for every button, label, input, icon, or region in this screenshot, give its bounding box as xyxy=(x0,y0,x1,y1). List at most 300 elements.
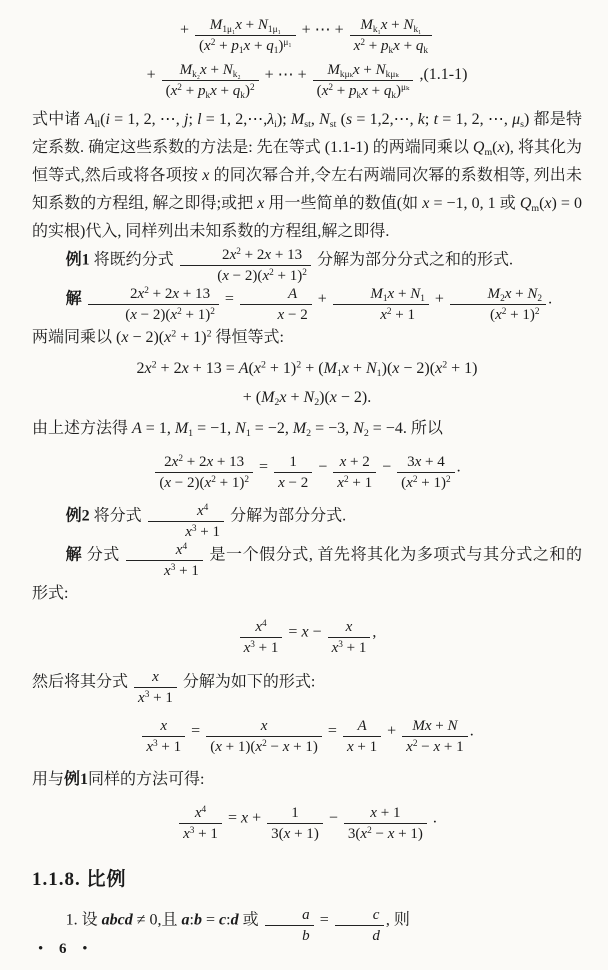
fraction xyxy=(397,453,455,492)
subscript: 1 xyxy=(420,294,425,305)
subscript: 1 xyxy=(273,45,279,56)
fraction xyxy=(333,285,429,324)
fraction-denominator: $x^2 + p_kx + q_k$ xyxy=(350,35,432,55)
math-variable: M xyxy=(261,388,275,406)
math-variable: x xyxy=(175,542,183,559)
proportion-item-1: 1. 设 abcd ≠ 0,且 a:b = c:d 或 $\frac{a}{b}$ = $\frac{c}{d}$ , 则 xyxy=(65,907,410,945)
math-variable: x xyxy=(414,454,422,471)
fraction-numerator xyxy=(134,668,177,687)
math-variable: x xyxy=(337,475,344,492)
math-variable: x xyxy=(282,738,290,755)
fraction-numerator xyxy=(240,618,283,637)
subscript: k₂ xyxy=(232,69,241,80)
math-variable: x xyxy=(181,360,189,378)
math-variable: x xyxy=(257,195,265,213)
emphasized-text: 例1 xyxy=(64,770,89,788)
fraction-numerator xyxy=(148,502,224,521)
emphasized-text: 6 xyxy=(59,940,73,957)
math-variable: x xyxy=(121,329,129,347)
math-variable: x xyxy=(222,268,229,285)
fraction xyxy=(179,804,222,843)
fraction-numerator: $M_{k_1}x + N_{k_1}$ xyxy=(360,17,422,35)
fraction-denominator: $x^2 + 1$ xyxy=(333,304,429,324)
math-variable: N xyxy=(403,17,414,33)
math-variable: M xyxy=(174,420,189,438)
math-variable: x xyxy=(170,83,178,100)
subscript: 1 xyxy=(376,368,382,380)
superscript: 2 xyxy=(302,268,307,279)
superscript: 3 xyxy=(250,640,255,651)
fraction-numerator xyxy=(343,717,381,736)
superscript: 3 xyxy=(191,524,197,535)
superscript: 3 xyxy=(338,640,343,651)
superscript: 2 xyxy=(178,454,183,465)
subscript: 1 xyxy=(336,368,342,380)
fraction-numerator: $2x^2 + 2x + 13$ xyxy=(222,247,303,264)
superscript: 2 xyxy=(260,359,266,371)
fraction xyxy=(126,541,202,580)
fraction-numerator xyxy=(142,717,185,736)
fraction-denominator: $x^2 - x + 1$ xyxy=(402,736,468,756)
fraction-numerator xyxy=(179,804,222,823)
math-variable: x xyxy=(353,38,361,55)
fraction xyxy=(162,61,259,100)
fraction xyxy=(240,285,312,324)
fraction xyxy=(335,906,384,945)
fraction-numerator: x + 1 xyxy=(370,804,401,821)
emphasized-text: d xyxy=(230,911,239,929)
math-variable: x xyxy=(339,454,347,471)
subscript: kμₖ xyxy=(385,69,399,80)
fraction-denominator: $x^3 + 1$ xyxy=(142,736,185,756)
math-variable: N xyxy=(527,286,538,303)
superscript: 2 xyxy=(210,37,216,48)
math-variable: x xyxy=(206,454,214,471)
math-variable: x xyxy=(144,360,152,378)
superscript: 4 xyxy=(203,503,209,514)
fraction-denominator: $(x^2 + 1)^2$ xyxy=(397,472,455,492)
math-variable: x xyxy=(243,38,251,55)
example-2-result-equation: $\frac{x^4}{x^3 + 1}$ = x + $\frac{1}{3(x + 1)}$ − $\frac{x + 1}{3(x^2 - x + 1)}$ . xyxy=(32,804,582,843)
fraction-numerator xyxy=(206,717,322,736)
superscript: 3 xyxy=(152,738,158,749)
fraction-numerator: $2x^2 + 2x + 13$ xyxy=(130,286,211,303)
math-variable: x xyxy=(171,454,179,471)
math-variable: N xyxy=(257,17,268,33)
superscript: 2 xyxy=(211,475,216,486)
fraction xyxy=(450,285,546,324)
math-variable: x xyxy=(152,668,159,685)
math-variable: M xyxy=(209,17,223,33)
math-variable: b xyxy=(302,928,310,945)
fraction-denominator: x + 1 xyxy=(343,736,381,756)
math-variable: a xyxy=(302,907,310,924)
fraction-numerator: 1 xyxy=(291,804,299,821)
superscript: 2 xyxy=(151,359,157,371)
fraction-denominator: $(x^2 + 1)^2$ xyxy=(450,304,546,324)
subscript: m xyxy=(531,203,540,215)
superscript: 2 xyxy=(236,247,241,258)
superscript: 4 xyxy=(261,619,267,630)
subscript: k₂ xyxy=(192,69,201,80)
math-variable: p xyxy=(197,83,206,100)
fraction xyxy=(134,668,177,707)
math-variable: x xyxy=(406,475,413,492)
identity-equation-line-1: $2x^2 + 2x + 13 = A(x^2 + 1)^2 + (M_1x + N_1)(x - 2)(x^2 + 1)$ xyxy=(136,359,478,380)
subscript: 1 xyxy=(245,428,251,440)
fraction xyxy=(402,717,468,756)
fraction-denominator: x − 2 xyxy=(274,472,312,492)
fraction-numerator xyxy=(265,906,314,925)
math-variable: x xyxy=(301,623,309,641)
fraction xyxy=(195,16,296,55)
math-variable: x xyxy=(329,388,337,406)
math-variable: x xyxy=(146,738,153,755)
math-variable: x xyxy=(387,286,395,303)
fraction-denominator: $x^3 + 1$ xyxy=(328,637,371,657)
subscript: k xyxy=(388,45,394,56)
math-variable: x xyxy=(433,738,441,755)
math-variable: x xyxy=(255,738,263,755)
fraction xyxy=(155,453,253,492)
math-variable: A xyxy=(238,360,249,378)
page-content xyxy=(32,16,582,945)
coefficient-method-paragraph: 式中诸 $A_{il}(i = 1$, 2, ⋯, j; l = 1, $2,\cdots,\lambda_i$); $M_{st}$, $N_{st}$ (s = 1,2,⋯, k; t = 1, 2, ⋯, $\mu_s$) 都是特定系数. 确定这些系数的方法是: 先在等式 (1.1-1) 的两端同乘以 $Q_m(x)$, 将其化为恒等式,然后或将各项按 x 的同次幂合并,令左右两端同次幂的系数相等, 列出未知系数的方程组, 解之即得;或把 x 用一些简单的数值(如 x = −1, 0, 1 或 $Q_m(x) = 0$ 的实根)代入, 同样列出未知系数的方程组,解之即得. xyxy=(32,111,582,241)
math-variable: x xyxy=(204,38,211,55)
math-variable: c xyxy=(372,907,380,924)
math-variable: x xyxy=(361,83,368,100)
coefficients-result-line: 由上述方法得 A = 1, $M_1 = -1$, $N_1 = -2$, $M_2 = -3$, $N_2 = -4$. 所以 xyxy=(32,420,443,440)
math-variable: x xyxy=(345,619,353,636)
subscript: m xyxy=(484,147,493,159)
math-variable: A xyxy=(84,111,95,129)
example-1-solution-setup: 解 $\frac{2x^2 + 2x + 13}{(x - 2)(x^2 + 1)^2}$ = $\frac{A}{x - 2}$ + $\frac{M_1x + N_1}{x^2 + 1}$ + $\frac{M_2x + N_2}{(x^2 + 1)^2}$ . xyxy=(65,286,553,324)
math-variable: x xyxy=(495,307,502,324)
math-variable: N xyxy=(447,717,458,734)
math-variable: q xyxy=(266,38,274,55)
fraction-numerator: $M_{k\mu_k}x + N_{k\mu_k}$ xyxy=(327,62,399,80)
math-variable: N xyxy=(375,62,386,79)
subscript: 2 xyxy=(537,294,543,305)
math-variable: p xyxy=(231,38,239,55)
emphasized-text: 例1 xyxy=(65,251,90,269)
math-variable: x xyxy=(260,717,268,734)
fraction xyxy=(344,804,427,843)
fraction-denominator: $(x + 1)(x^2 - x + 1)$ xyxy=(206,736,322,756)
superscript: 2 xyxy=(442,359,448,371)
decomposition-form-equation: $\frac{x}{x^3 + 1}$ = $\frac{x}{(x + 1)(x^2 - x + 1)}$ = $\frac{A}{x + 1}$ + $\frac{Mx + N}{x^2 - x + 1}$ . xyxy=(32,717,582,756)
superscript: 2 xyxy=(386,307,392,318)
fraction-denominator: $x^3 + 1$ xyxy=(148,521,224,541)
math-variable: x xyxy=(194,804,202,821)
superscript: 4 xyxy=(182,542,188,553)
superscript: 2 xyxy=(328,83,334,94)
math-variable: M xyxy=(323,360,337,378)
math-variable: x xyxy=(370,804,377,821)
subscript: k xyxy=(391,90,397,101)
math-variable: M xyxy=(179,62,193,79)
fraction-denominator: $x^3 + 1$ xyxy=(179,823,222,843)
math-variable: d xyxy=(372,928,380,945)
superscript: 2 xyxy=(446,475,451,486)
same-method-line: 用与例1同样的方法可得: xyxy=(32,770,205,788)
fraction-denominator: x − 2 xyxy=(240,304,312,324)
math-variable: N xyxy=(235,420,246,438)
multiply-both-sides-line: 两端同乘以 $(x - 2)(x^2 + 1)^2$ 得恒等式: xyxy=(32,328,284,347)
math-variable: q xyxy=(232,83,241,100)
math-variable: x xyxy=(164,563,171,580)
math-variable: M xyxy=(487,286,501,303)
subscript: 2 xyxy=(363,428,369,440)
superscript: 2 xyxy=(206,328,212,340)
superscript: μ₁ xyxy=(283,37,292,48)
fraction-numerator xyxy=(328,618,371,637)
math-variable: A xyxy=(357,717,367,734)
math-variable: x xyxy=(210,83,217,100)
math-variable: p xyxy=(381,38,389,55)
subscript: k₁ xyxy=(413,24,422,35)
subscript: k xyxy=(205,90,211,101)
math-variable: p xyxy=(349,83,357,100)
math-variable: Q xyxy=(519,195,532,213)
then-decompose-line: 然后将其分式 $\frac{x}{x^3 + 1}$ 分解为如下的形式: xyxy=(32,668,316,706)
fraction xyxy=(343,717,381,756)
math-variable: x xyxy=(200,62,207,79)
superscript: 2 xyxy=(171,328,177,340)
fraction-denominator: $(x - 2)(x^2 + 1)^2$ xyxy=(180,265,311,285)
superscript: 2 xyxy=(210,307,215,318)
subscript: kμₖ xyxy=(339,69,353,80)
math-variable: x xyxy=(160,717,168,734)
subscript: i xyxy=(274,119,277,131)
math-variable: x xyxy=(393,38,400,55)
emphasized-text: 解 xyxy=(65,546,83,564)
math-variable: x xyxy=(346,738,354,755)
math-variable: x xyxy=(164,329,172,347)
math-variable: x xyxy=(262,268,270,285)
math-variable: x xyxy=(229,247,237,264)
superscript: 2 xyxy=(177,307,182,318)
improper-fraction-split-equation: $\frac{x^4}{x^3 + 1}$ = x − $\frac{x}{x^3 + 1}$ , xyxy=(32,618,582,657)
math-variable: x xyxy=(215,738,222,755)
math-variable: x xyxy=(137,286,145,303)
identity-equation-line-2: + $(M_2x + N_2)(x - 2)$. xyxy=(242,388,372,408)
math-variable: N xyxy=(366,360,377,378)
superscript: 2 xyxy=(244,475,250,486)
subscript: 2 xyxy=(314,396,320,408)
math-variable: k xyxy=(417,111,425,129)
fraction xyxy=(333,453,376,492)
fraction-denominator: $(x^2 + p_kx + q_k)^{\mu_k}$ xyxy=(313,80,414,100)
page-number: • 6 • xyxy=(38,940,94,957)
fraction-denominator: $x^3 + 1$ xyxy=(126,560,202,580)
math-variable: x xyxy=(204,475,212,492)
math-variable: M xyxy=(370,286,383,303)
fraction-numerator: $M_2x + N_2$ xyxy=(487,286,543,305)
fraction-numerator: $M_1x + N_1$ xyxy=(370,286,425,305)
math-variable: x xyxy=(235,17,242,33)
math-variable: λ xyxy=(267,111,275,129)
superscript: 2 xyxy=(501,307,507,318)
fraction-denominator: $(x - 2)(x^2 + 1)^2$ xyxy=(88,304,219,324)
math-variable: x xyxy=(130,307,137,324)
subscript: 1 xyxy=(188,428,194,440)
fraction xyxy=(180,246,311,285)
math-variable: x xyxy=(138,689,145,706)
fraction-numerator: x + 2 xyxy=(339,454,370,471)
subscript: 2 xyxy=(500,294,505,305)
fraction xyxy=(328,618,371,657)
example-2-statement: 例2 将分式 $\frac{x^4}{x^3 + 1}$ 分解为部分分式. xyxy=(65,503,347,541)
equation-1-1-1-line-2: + $\frac{M_{k_2}x + N_{k_2}}{(x^2 + p_kx + q_k)^2}$ + ⋯ + $\frac{M_{k\mu_k}x + N_{k\mu_k}}{(x^2 + p_kx + q_k)^{\mu_k}}$ ,(1.1-1) xyxy=(146,62,468,101)
fraction-numerator: 1 xyxy=(289,454,297,471)
math-variable: x xyxy=(387,825,395,842)
math-variable: x xyxy=(380,17,388,33)
superscript: 2 xyxy=(412,475,418,486)
math-variable: x xyxy=(497,139,505,157)
fraction xyxy=(350,16,432,55)
fraction-denominator: $x^3 + 1$ xyxy=(240,637,283,657)
math-variable: x xyxy=(380,307,387,324)
emphasized-text: 例2 xyxy=(65,507,90,525)
math-variable: x xyxy=(264,247,272,264)
math-variable: x xyxy=(321,83,329,100)
math-variable: Mx xyxy=(412,717,432,734)
superscript: 2 xyxy=(412,738,418,749)
example-1-result-equation: $\frac{2x^2 + 2x + 13}{(x - 2)(x^2 + 1)^2}$ = $\frac{1}{x - 2}$ − $\frac{x + 2}{x^2 + 1}$ − $\frac{3x + 4}{(x^2 + 1)^2}$ . xyxy=(32,453,582,492)
math-variable: s xyxy=(345,111,353,129)
fraction-denominator: $3(x^2 - x + 1)$ xyxy=(344,823,427,843)
math-variable: x xyxy=(185,524,192,541)
emphasized-text: 解 xyxy=(65,290,82,308)
superscript: 2 xyxy=(262,738,267,749)
fraction-numerator xyxy=(240,285,312,304)
superscript: 2 xyxy=(177,83,182,94)
math-variable: j xyxy=(184,111,189,129)
math-variable: x xyxy=(170,307,178,324)
fraction-denominator xyxy=(335,925,384,945)
subscript: st xyxy=(329,119,337,131)
subscript: il xyxy=(94,119,101,131)
fraction-denominator: 3(x + 1) xyxy=(267,823,323,843)
math-variable: x xyxy=(164,475,171,492)
math-variable: t xyxy=(433,111,439,129)
math-variable: x xyxy=(243,640,251,657)
section-heading-1-1-8: 1.1.8. 比例 xyxy=(32,868,127,890)
emphasized-text: c xyxy=(219,911,227,929)
math-variable: Q xyxy=(472,139,485,157)
fraction-denominator: $(x^2 + p_kx + q_k)^2$ xyxy=(162,80,259,100)
fraction-numerator: 3x + 4 xyxy=(407,454,445,471)
math-variable: N xyxy=(303,388,315,406)
math-variable: x xyxy=(255,619,262,636)
math-variable: q xyxy=(415,38,424,55)
example-1-statement: 例1 将既约分式 $\frac{2x^2 + 2x + 13}{(x - 2)(x^2 + 1)^2}$ 分解为部分分式之和的形式. xyxy=(65,247,513,285)
subscript: k xyxy=(356,90,362,101)
fraction-numerator: $2x^2 + 2x + 13$ xyxy=(164,454,245,471)
subscript: st xyxy=(304,119,311,131)
math-variable: x xyxy=(341,360,349,378)
fraction-denominator: $x^3 + 1$ xyxy=(134,687,177,707)
fraction-numerator: $M_{k_2}x + N_{k_2}$ xyxy=(179,62,241,80)
example-2-solution-intro: 解 分式 $\frac{x^4}{x^3 + 1}$ 是一个假分式, 首先将其化为多项式与其分式之和的形式: xyxy=(32,542,582,603)
math-variable: x xyxy=(283,825,291,842)
subscript: k xyxy=(423,45,429,56)
subscript: 1μ₁ xyxy=(267,24,281,35)
fraction xyxy=(240,618,283,657)
superscript: μₖ xyxy=(401,83,410,94)
superscript: 4 xyxy=(201,804,207,815)
math-variable: x xyxy=(240,808,249,826)
math-variable: x xyxy=(253,360,261,378)
fraction xyxy=(206,717,322,756)
fraction-denominator: $(x - 2)(x^2 + 1)^2$ xyxy=(155,472,253,492)
emphasized-text: abcd xyxy=(101,911,133,929)
superscript: 2 xyxy=(534,307,540,318)
subscript: 1 xyxy=(238,45,244,56)
subscript: s xyxy=(520,119,524,131)
math-variable: μ xyxy=(512,111,521,129)
subscript: k xyxy=(240,90,245,101)
fraction-numerator xyxy=(126,541,202,560)
emphasized-text: a xyxy=(181,911,190,929)
fraction-numerator xyxy=(335,906,384,925)
subscript: 2 xyxy=(306,428,312,440)
fraction xyxy=(148,502,224,541)
math-variable: N xyxy=(222,62,233,79)
math-variable: M xyxy=(292,420,307,438)
subscript: k₁ xyxy=(372,24,381,35)
math-variable: x xyxy=(196,503,204,520)
math-variable: x xyxy=(279,388,287,406)
math-variable: x xyxy=(172,286,180,303)
math-variable: M xyxy=(327,62,340,79)
subscript: 1 xyxy=(382,294,388,305)
fraction xyxy=(88,285,219,324)
fraction xyxy=(267,804,323,843)
fraction-denominator xyxy=(265,925,314,945)
math-variable: x xyxy=(331,640,339,657)
math-variable: i xyxy=(105,111,110,129)
fraction xyxy=(142,717,185,756)
superscript: 2 xyxy=(296,359,302,371)
math-variable: x xyxy=(544,195,552,213)
subscript: 1μ₁ xyxy=(222,24,236,35)
fraction-denominator: $(x^2 + p_1x + q_1)^{\mu_1}$ xyxy=(195,35,296,55)
math-variable: x xyxy=(392,360,400,378)
superscript: 3 xyxy=(170,563,176,574)
equation-1-1-1-line-1: + $\frac{M_{1\mu_1}x + N_{1\mu_1}}{(x^2 + p_1x + q_1)^{\mu_1}}$ + ⋯ + $\frac{M_{k_1}x + N_{k_1}}{x^2 + p_kx + q_k}$ xyxy=(32,16,582,55)
math-variable: l xyxy=(197,111,202,129)
fraction xyxy=(274,453,312,492)
fraction-denominator: $x^2 + 1$ xyxy=(333,472,376,492)
superscript: 3 xyxy=(144,689,150,700)
fraction xyxy=(313,61,414,100)
superscript: 2 xyxy=(360,37,365,48)
math-variable: x xyxy=(422,195,430,213)
math-variable: x xyxy=(504,286,512,303)
math-variable: x xyxy=(278,475,285,492)
fraction-numerator: Mx + N xyxy=(412,717,458,734)
math-variable: A xyxy=(132,420,142,438)
math-variable: x xyxy=(183,825,190,842)
subscript: 2 xyxy=(274,396,280,408)
math-variable: M xyxy=(290,111,305,129)
math-variable: N xyxy=(319,111,330,129)
math-variable: x xyxy=(277,307,285,324)
superscript: 2 xyxy=(249,83,255,94)
superscript: 2 xyxy=(367,825,372,836)
